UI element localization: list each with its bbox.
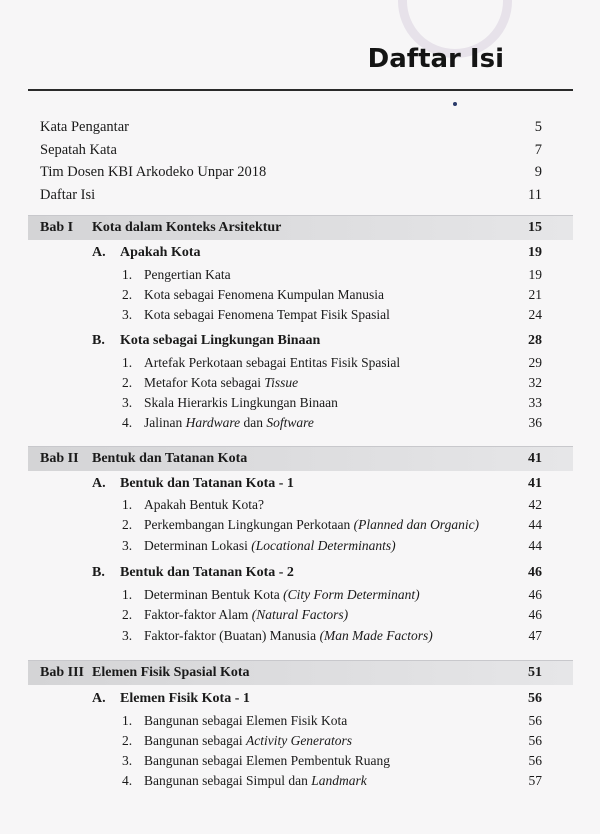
item-title: Kota sebagai Fenomena Kumpulan Manusia	[144, 287, 384, 302]
item-entry	[0, 305, 600, 325]
chapter-entry	[0, 663, 600, 683]
chapter-title: Kota dalam Konteks Arsitektur	[92, 220, 282, 235]
item-entry	[0, 771, 600, 791]
item-title: Skala Hierarkis Lingkungan Binaan	[144, 395, 338, 410]
item-title	[144, 536, 396, 556]
item-page: 44	[528, 517, 542, 532]
item-number: 3.	[122, 538, 133, 553]
chapter-page: 15	[528, 220, 542, 235]
chapter-entry	[0, 218, 600, 238]
item-entry	[0, 751, 600, 771]
section-entry	[0, 563, 600, 583]
item-entry	[0, 265, 600, 285]
item-title	[144, 626, 433, 646]
item-title: Bangunan sebagai Elemen Fisik Kota	[144, 713, 348, 728]
section-title: Apakah Kota	[120, 245, 201, 260]
section-entry	[0, 689, 600, 709]
section-entry	[0, 243, 600, 263]
item-page: 29	[528, 355, 542, 370]
entry-title: Tim Dosen KBI Arkodeko Unpar 2018	[40, 164, 267, 180]
entry-title: Sepatah Kata	[40, 142, 117, 158]
item-entry	[0, 626, 600, 646]
entry-title: Daftar Isi	[40, 187, 96, 203]
item-italic: (Planned dan Organic)	[353, 517, 480, 532]
section-entry	[0, 474, 600, 494]
item-number: 3.	[122, 628, 133, 643]
item-title	[144, 771, 367, 791]
item-text: Determinan Bentuk Kota	[144, 587, 284, 602]
item-title	[144, 731, 352, 751]
title-rule	[28, 89, 573, 91]
section-letter: A.	[92, 245, 106, 260]
section-page: 19	[528, 245, 542, 260]
item-title	[144, 605, 348, 625]
item-number: 1.	[122, 267, 133, 282]
section-page: 46	[528, 565, 542, 580]
item-entry	[0, 536, 600, 556]
item-text: Bangunan sebagai	[144, 733, 246, 748]
item-number: 1.	[122, 497, 133, 512]
entry-title: Kata Pengantar	[40, 119, 129, 135]
item-italic: Tissue	[264, 375, 299, 390]
item-page: 47	[528, 628, 542, 643]
item-number: 2.	[122, 375, 133, 390]
item-page: 57	[528, 773, 542, 788]
item-text: Determinan Lokasi	[144, 538, 252, 553]
entry-page: 9	[534, 164, 542, 180]
toc-entry	[0, 140, 600, 160]
section-letter: A.	[92, 476, 106, 491]
toc-entry	[0, 185, 600, 205]
item-title	[144, 413, 314, 433]
item-entry	[0, 731, 600, 751]
item-entry	[0, 605, 600, 625]
entry-page: 7	[534, 142, 542, 158]
item-text: Faktor-faktor Alam	[144, 607, 252, 622]
item-italic: (City Form Determinant)	[283, 587, 420, 602]
section-letter: B.	[92, 333, 105, 348]
item-title: Artefak Perkotaan sebagai Entitas Fisik Spasial	[144, 355, 401, 370]
item-page: 19	[528, 267, 542, 282]
item-entry	[0, 393, 600, 413]
section-page: 28	[528, 333, 542, 348]
item-title	[144, 373, 298, 393]
page-title: Daftar Isi	[367, 44, 504, 74]
item-number: 2.	[122, 287, 133, 302]
item-title: Kota sebagai Fenomena Tempat Fisik Spasial	[144, 307, 390, 322]
item-number: 2.	[122, 607, 133, 622]
item-page: 42	[528, 497, 542, 512]
item-number: 1.	[122, 587, 133, 602]
decorative-dot	[453, 102, 457, 106]
item-entry	[0, 285, 600, 305]
chapter-number: Bab II	[40, 451, 79, 466]
item-number: 4.	[122, 773, 133, 788]
item-text: Metafor Kota sebagai	[144, 375, 265, 390]
chapter-number: Bab III	[40, 665, 84, 680]
section-title: Elemen Fisik Kota - 1	[120, 691, 250, 706]
item-italic: Hardware	[185, 415, 241, 430]
item-text: dan	[240, 415, 267, 430]
chapter-page: 51	[528, 665, 542, 680]
item-page: 46	[528, 607, 542, 622]
chapter-title: Elemen Fisik Spasial Kota	[92, 665, 250, 680]
item-italic: Software	[266, 415, 314, 430]
item-title: Pengertian Kata	[144, 267, 231, 282]
item-number: 1.	[122, 713, 133, 728]
section-page: 41	[528, 476, 542, 491]
chapter-number: Bab I	[40, 220, 74, 235]
item-italic: (Man Made Factors)	[319, 628, 433, 643]
item-entry	[0, 711, 600, 731]
entry-page: 5	[534, 119, 542, 135]
toc-entry	[0, 117, 600, 137]
item-entry	[0, 353, 600, 373]
section-title: Bentuk dan Tatanan Kota - 1	[120, 476, 294, 491]
item-entry	[0, 495, 600, 515]
item-page: 56	[528, 713, 542, 728]
item-page: 46	[528, 587, 542, 602]
section-page: 56	[528, 691, 542, 706]
section-title: Bentuk dan Tatanan Kota - 2	[120, 565, 294, 580]
item-number: 2.	[122, 517, 133, 532]
item-text: Perkembangan Lingkungan Perkotaan	[144, 517, 354, 532]
item-italic: Activity Generators	[245, 733, 353, 748]
item-page: 44	[528, 538, 542, 553]
item-page: 24	[528, 307, 542, 322]
item-page: 21	[528, 287, 542, 302]
item-title	[144, 515, 479, 535]
entry-page: 11	[528, 187, 542, 203]
item-number: 3.	[122, 395, 133, 410]
chapter-page: 41	[528, 451, 542, 466]
item-page: 56	[528, 733, 542, 748]
item-page: 33	[528, 395, 542, 410]
chapter-entry	[0, 449, 600, 469]
item-entry	[0, 585, 600, 605]
chapter-title: Bentuk dan Tatanan Kota	[92, 451, 248, 466]
item-entry	[0, 373, 600, 393]
item-entry	[0, 515, 600, 535]
item-number: 1.	[122, 355, 133, 370]
item-number: 3.	[122, 753, 133, 768]
item-title	[144, 585, 420, 605]
item-text: Faktor-faktor (Buatan) Manusia	[144, 628, 320, 643]
item-number: 4.	[122, 415, 133, 430]
item-entry	[0, 413, 600, 433]
item-page: 32	[528, 375, 542, 390]
section-letter: B.	[92, 565, 105, 580]
item-text: Jalinan	[144, 415, 186, 430]
item-number: 3.	[122, 307, 133, 322]
section-letter: A.	[92, 691, 106, 706]
toc-entry	[0, 162, 600, 182]
item-title: Apakah Bentuk Kota?	[144, 497, 264, 512]
item-title: Bangunan sebagai Elemen Pembentuk Ruang	[144, 753, 390, 768]
item-italic: (Natural Factors)	[251, 607, 349, 622]
item-number: 2.	[122, 733, 133, 748]
item-text: Bangunan sebagai Simpul dan	[144, 773, 312, 788]
section-title: Kota sebagai Lingkungan Binaan	[120, 333, 321, 348]
item-page: 56	[528, 753, 542, 768]
item-italic: (Locational Determinants)	[251, 538, 396, 553]
item-italic: Landmark	[311, 773, 367, 788]
section-entry	[0, 331, 600, 351]
item-page: 36	[528, 415, 542, 430]
